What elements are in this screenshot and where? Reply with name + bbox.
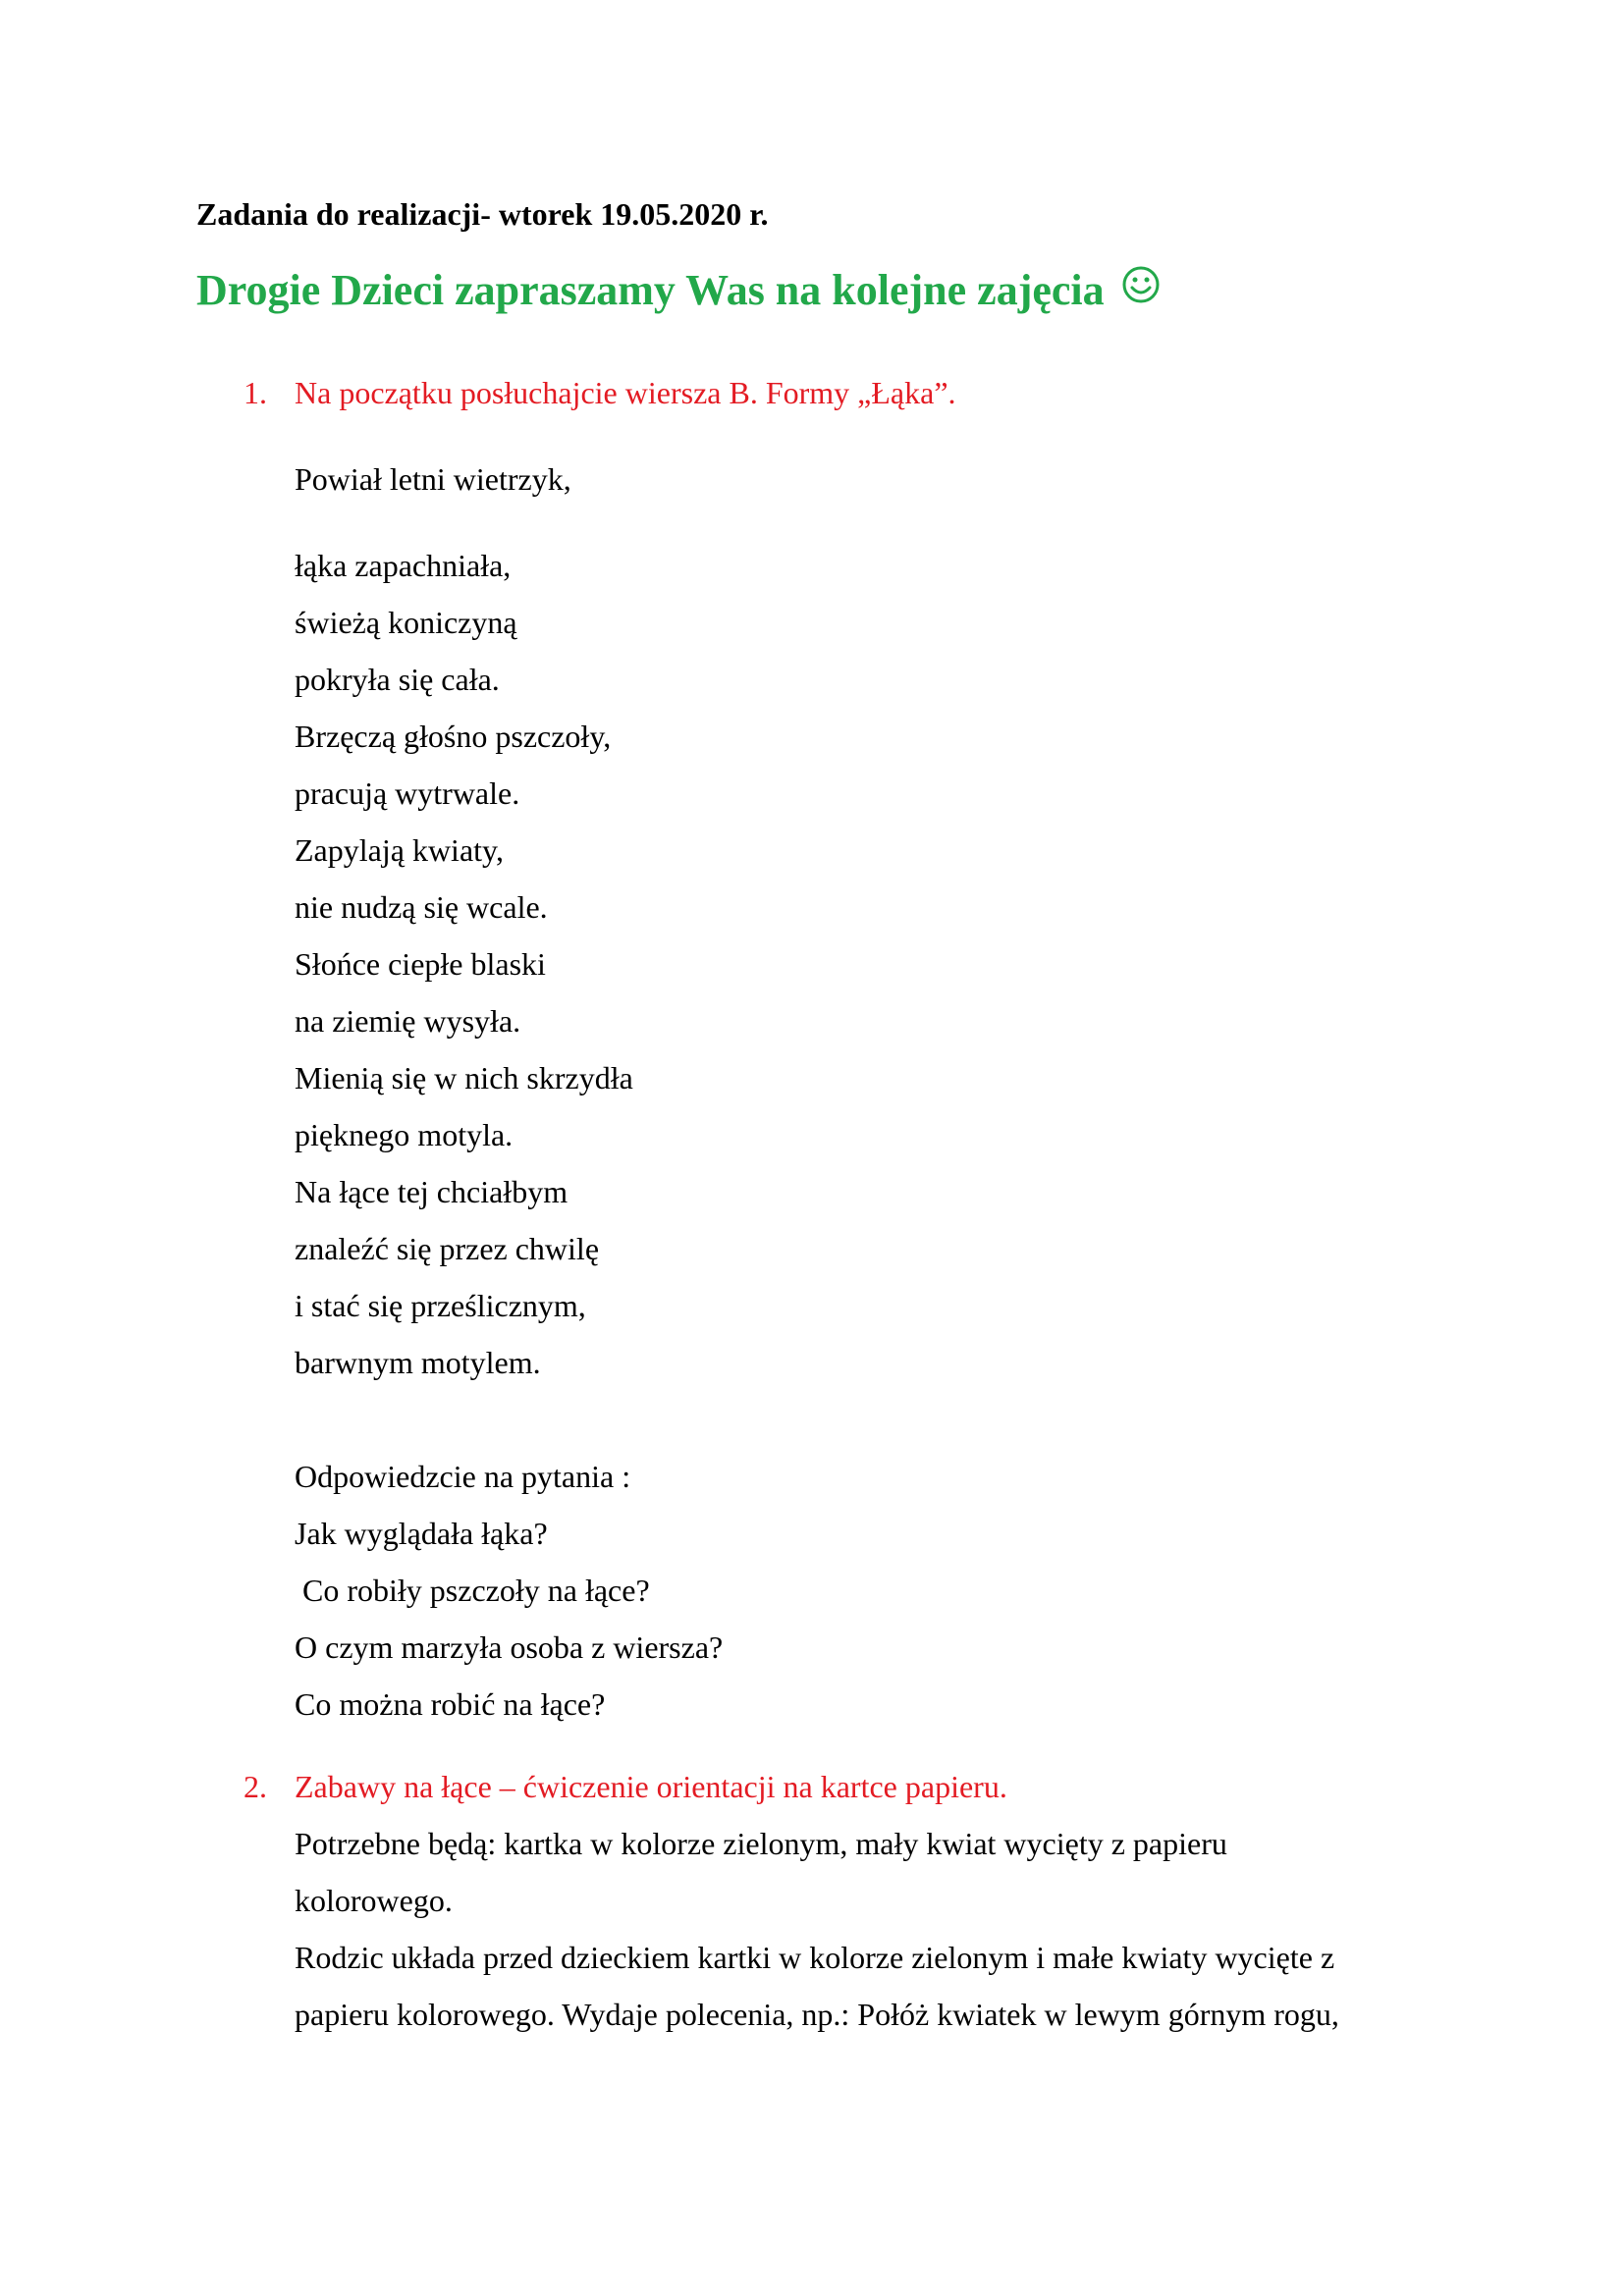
poem-line: Zapylają kwiaty, <box>295 832 504 868</box>
poem-line: na ziemię wysyła. <box>295 1003 521 1039</box>
poem-line: i stać się prześlicznym, <box>295 1288 586 1323</box>
question-line: O czym marzyła osoba z wiersza? <box>295 1629 724 1665</box>
poem-line: Na łące tej chciałbym <box>295 1174 568 1209</box>
task-2-body-line: papieru kolorowego. Wydaje polecenia, np.: Połóż kwiatek w lewym górnym rogu, <box>295 1997 1339 2032</box>
task-1-title: Na początku posłuchajcie wiersza B. Formy „Łąka”. <box>295 375 956 410</box>
smiley-icon <box>1121 265 1161 304</box>
poem-line: pracują wytrwale. <box>295 775 520 811</box>
poem-line: świeżą koniczyną <box>295 605 517 640</box>
task-2-body-line: Potrzebne będą: kartka w kolorze zielonym, mały kwiat wycięty z papieru <box>295 1826 1227 1861</box>
task-2-number: 2. <box>244 1769 267 1804</box>
poem-first-line: Powiał letni wietrzyk, <box>295 461 571 497</box>
poem-line: pięknego motyla. <box>295 1117 514 1152</box>
poem-line: Słońce ciepłe blaski <box>295 946 546 982</box>
poem-line: Brzęczą głośno pszczoły, <box>295 719 612 754</box>
task-2-body-line: kolorowego. <box>295 1883 453 1918</box>
poem-line: łąka zapachniała, <box>295 548 512 583</box>
task-2-title: Zabawy na łące – ćwiczenie orientacji na kartce papieru. <box>295 1769 1007 1804</box>
poem-line: Mienią się w nich skrzydła <box>295 1060 633 1095</box>
poem-line: pokryła się cała. <box>295 662 500 697</box>
question-line: Co można robić na łące? <box>295 1686 606 1722</box>
title-text: Drogie Dzieci zapraszamy Was na kolejne zajęcia <box>196 266 1105 314</box>
date-heading: Zadania do realizacji- wtorek 19.05.2020 r. <box>196 196 769 232</box>
question-line: Co robiły pszczoły na łące? <box>302 1573 650 1608</box>
task-1-number: 1. <box>244 375 267 410</box>
questions-intro: Odpowiedzcie na pytania : <box>295 1459 631 1494</box>
poem-line: nie nudzą się wcale. <box>295 889 548 925</box>
page-title <box>196 261 1161 320</box>
question-line: Jak wyglądała łąka? <box>295 1516 548 1551</box>
poem-line: znaleźć się przez chwilę <box>295 1231 600 1266</box>
task-2-body-line: Rodzic układa przed dzieckiem kartki w kolorze zielonym i małe kwiaty wycięte z <box>295 1940 1335 1975</box>
poem-line: barwnym motylem. <box>295 1345 541 1380</box>
